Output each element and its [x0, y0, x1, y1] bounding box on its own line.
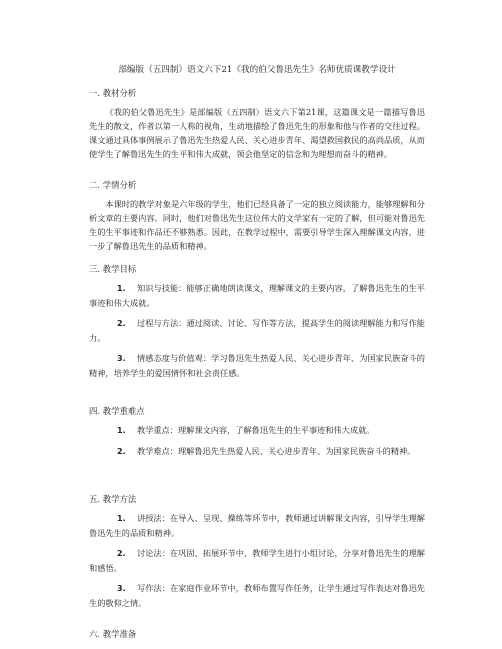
- section-textbook-analysis: [89, 86, 425, 161]
- list-item: [89, 316, 425, 345]
- item-text: 讨论法：在巩固、拓展环节中，教师学生进行小组讨论，分享对鲁迅先生的理解和感悟。: [89, 548, 425, 573]
- list-item: [89, 444, 425, 459]
- item-text: 教学难点：理解鲁迅先生热爱人民、关心进步青年、为国家民族奋斗的精神。: [137, 446, 416, 456]
- list-item: [89, 546, 425, 575]
- section-heading: 二. 学情分析: [89, 180, 137, 190]
- list-item: [89, 281, 425, 310]
- document-title: 部编版（五四制）语文六下21《我的伯父鲁迅先生》名师优质课教学设计: [118, 65, 396, 75]
- item-text: 知识与技能：能够正确地朗读课文，理解课文的主要内容，了解鲁迅先生的生平事迹和伟大成就。: [89, 283, 425, 308]
- item-number: 1.: [117, 514, 126, 523]
- list-item: [89, 351, 425, 380]
- section-paragraph: 本课时的教学对象是六年级的学生，他们已经具备了一定的独立阅读能力，能够理解和分析文章的主要内容。同时，他们对鲁迅先生这位伟大的文学家有一定的了解，但可能对鲁迅先生的生平事迹和作品还不够熟悉。因此，在教学过程中，需要引导学生深入理解课文内容，进一步了解鲁迅先生的品质和精神。: [89, 199, 425, 251]
- section-heading: 一. 教材分析: [89, 88, 137, 98]
- section-heading: 六. 教学准备: [89, 629, 137, 639]
- item-number: 1.: [117, 284, 126, 293]
- item-text: 讲授法：在导入、呈现、操练等环节中，教师通过讲解课文内容，引导学生理解鲁迅先生的品质和精神。: [89, 513, 425, 538]
- list-item: [89, 581, 425, 610]
- item-number: 3.: [117, 354, 126, 363]
- item-text: 情感态度与价值观：学习鲁迅先生热爱人民、关心进步青年、为国家民族奋斗的精神，培养学生的爱国情怀和社会责任感。: [89, 353, 425, 378]
- item-text: 写作法：在家庭作业环节中，教师布置写作任务，让学生通过写作表达对鲁迅先生的敬仰之情。: [89, 583, 425, 608]
- section-heading: 三. 教学目标: [89, 264, 137, 274]
- list-item: [89, 423, 425, 438]
- item-number: 3.: [117, 584, 126, 593]
- section-heading: 五. 教学方法: [89, 494, 137, 504]
- item-number: 2.: [117, 447, 126, 456]
- item-number: 1.: [117, 426, 126, 435]
- item-text: 教学重点：理解课文内容，了解鲁迅先生的生平事迹和伟大成就。: [137, 425, 375, 435]
- section-student-analysis: [89, 178, 425, 253]
- section-heading: 四. 教学重难点: [89, 406, 145, 416]
- section-teaching-preparation: [89, 627, 425, 641]
- section-teaching-methods: [89, 492, 425, 610]
- section-key-points: [89, 404, 425, 459]
- item-number: 2.: [117, 319, 126, 328]
- section-paragraph: 《我的伯父鲁迅先生》是部编版（五四制）语文六下第21课，这篇课文是一篇描写鲁迅先生的散文，作者以第一人称的视角，生动地描绘了鲁迅先生的形象和他与作者的交往过程。课文通过具体事例展示了鲁迅先生热爱人民、关心进步青年、渴望救国救民的高尚品质，从而使学生了解鲁迅先生的生平和伟大成就，领会他坚定的信念和为理想而奋斗的精神。: [89, 107, 425, 159]
- list-item: [89, 511, 425, 540]
- item-number: 2.: [117, 549, 126, 558]
- section-teaching-objectives: [89, 262, 425, 380]
- item-text: 过程与方法：通过阅读、讨论、写作等方法，提高学生的阅读理解能力和写作能力。: [89, 318, 425, 343]
